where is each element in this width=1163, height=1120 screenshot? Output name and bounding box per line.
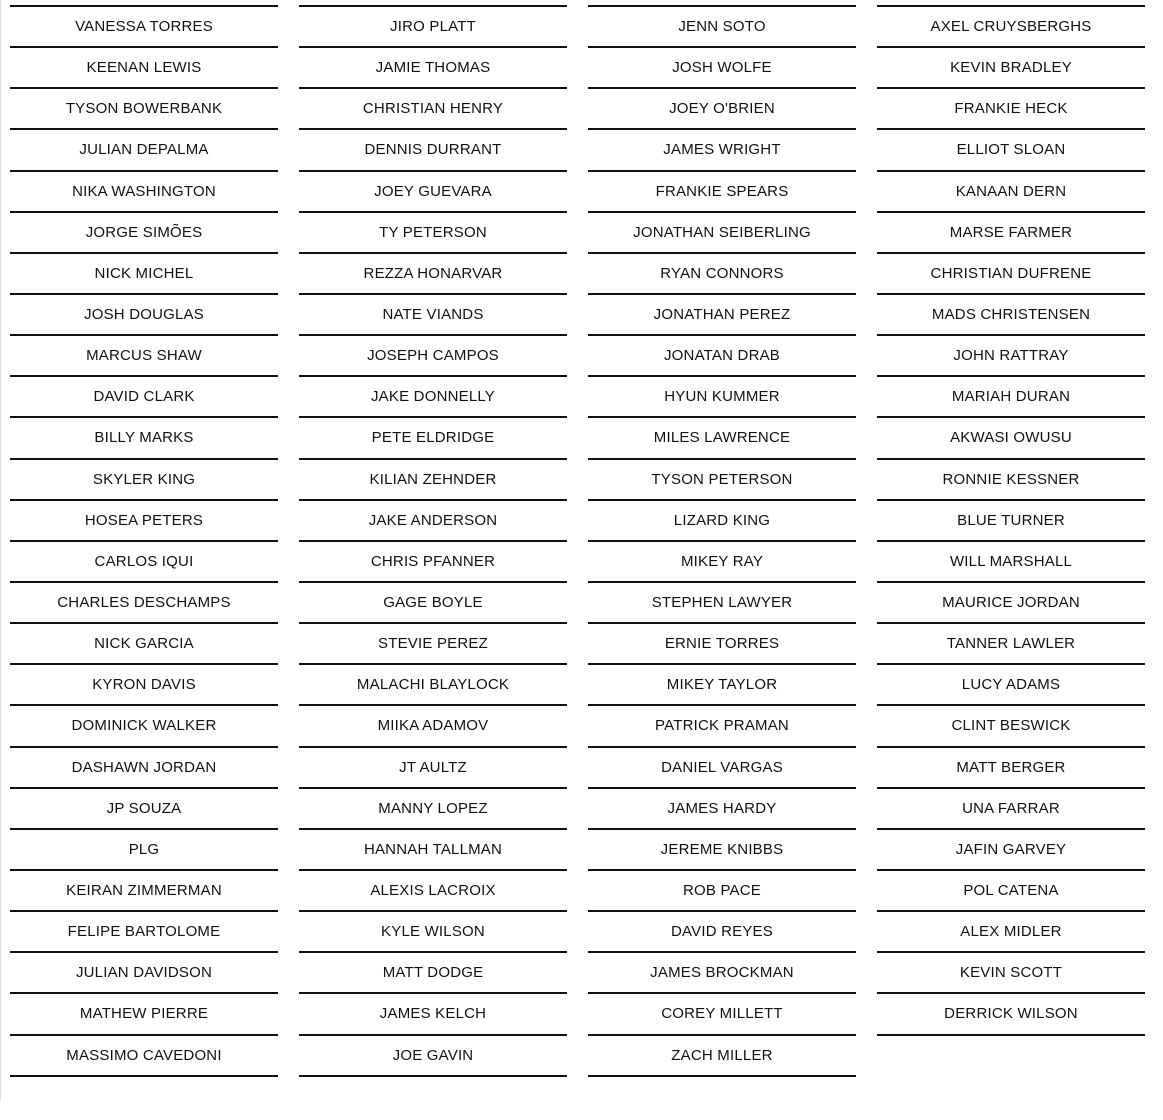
roster-name: MATHEW PIERRE [10, 992, 278, 1033]
roster-name: STEVIE PEREZ [299, 622, 567, 663]
roster-name: KEIRAN ZIMMERMAN [10, 869, 278, 910]
roster-name: CHRISTIAN HENRY [299, 87, 567, 128]
roster-name: TYSON PETERSON [588, 458, 856, 499]
roster-name: POL CATENA [877, 869, 1145, 910]
roster-name: JOHN RATTRAY [877, 334, 1145, 375]
roster-name: KILIAN ZEHNDER [299, 458, 567, 499]
column-bottom-rule [299, 1075, 567, 1077]
roster-name: MALACHI BLAYLOCK [299, 663, 567, 704]
roster-name: ELLIOT SLOAN [877, 128, 1145, 169]
roster-name: MARCUS SHAW [10, 334, 278, 375]
roster-name: CHARLES DESCHAMPS [10, 581, 278, 622]
roster-name: KEENAN LEWIS [10, 46, 278, 87]
roster-name: LIZARD KING [588, 499, 856, 540]
roster-name: NICK GARCIA [10, 622, 278, 663]
roster-name: LUCY ADAMS [877, 663, 1145, 704]
roster-name: STEPHEN LAWYER [588, 581, 856, 622]
roster-name: MIKEY TAYLOR [588, 663, 856, 704]
roster-name: JAMES KELCH [299, 992, 567, 1033]
roster-name: NICK MICHEL [10, 252, 278, 293]
roster-name: HYUN KUMMER [588, 375, 856, 416]
roster-name: JAFIN GARVEY [877, 828, 1145, 869]
roster-name: CHRIS PFANNER [299, 540, 567, 581]
roster-name: AKWASI OWUSU [877, 416, 1145, 457]
roster-name: KANAAN DERN [877, 170, 1145, 211]
roster-name: MASSIMO CAVEDONI [10, 1034, 278, 1075]
roster-name: SKYLER KING [10, 458, 278, 499]
roster-name: JULIAN DEPALMA [10, 128, 278, 169]
roster-name: KYRON DAVIS [10, 663, 278, 704]
roster-name: KYLE WILSON [299, 910, 567, 951]
column-bottom-rule [588, 1075, 856, 1077]
roster-name: MARSE FARMER [877, 211, 1145, 252]
roster-name: UNA FARRAR [877, 787, 1145, 828]
roster-name: JULIAN DAVIDSON [10, 951, 278, 992]
roster-name: NIKA WASHINGTON [10, 170, 278, 211]
roster-name: JAMES BROCKMAN [588, 951, 856, 992]
roster-name: GAGE BOYLE [299, 581, 567, 622]
roster-name: MILES LAWRENCE [588, 416, 856, 457]
roster-name: JOSEPH CAMPOS [299, 334, 567, 375]
roster-name: AXEL CRUYSBERGHS [877, 5, 1145, 46]
roster-name: CHRISTIAN DUFRENE [877, 252, 1145, 293]
roster-name: JT AULTZ [299, 746, 567, 787]
roster-name: JIRO PLATT [299, 5, 567, 46]
roster-name: JONATHAN PEREZ [588, 293, 856, 334]
roster-name: CLINT BESWICK [877, 704, 1145, 745]
roster-name: TANNER LAWLER [877, 622, 1145, 663]
roster-name: FRANKIE HECK [877, 87, 1145, 128]
roster-name: DAVID CLARK [10, 375, 278, 416]
roster-name: BILLY MARKS [10, 416, 278, 457]
roster-name: JAMIE THOMAS [299, 46, 567, 87]
page-left-edge [0, 0, 1, 1100]
roster-name: PATRICK PRAMAN [588, 704, 856, 745]
roster-name: ROB PACE [588, 869, 856, 910]
roster-name: DANIEL VARGAS [588, 746, 856, 787]
roster-name: NATE VIANDS [299, 293, 567, 334]
roster-name: ALEXIS LACROIX [299, 869, 567, 910]
roster-name: DAVID REYES [588, 910, 856, 951]
roster-name: RONNIE KESSNER [877, 458, 1145, 499]
roster-name: RYAN CONNORS [588, 252, 856, 293]
roster-name: ALEX MIDLER [877, 910, 1145, 951]
roster-name: HOSEA PETERS [10, 499, 278, 540]
roster-name: JOSH WOLFE [588, 46, 856, 87]
roster-name: DASHAWN JORDAN [10, 746, 278, 787]
roster-name: ERNIE TORRES [588, 622, 856, 663]
roster-name: MADS CHRISTENSEN [877, 293, 1145, 334]
roster-name: COREY MILLETT [588, 992, 856, 1033]
roster-name: TY PETERSON [299, 211, 567, 252]
roster-name: MATT DODGE [299, 951, 567, 992]
roster-name: JAKE ANDERSON [299, 499, 567, 540]
roster-name: JAKE DONNELLY [299, 375, 567, 416]
roster-name: JONATHAN SEIBERLING [588, 211, 856, 252]
roster-name: HANNAH TALLMAN [299, 828, 567, 869]
roster-name: JOSH DOUGLAS [10, 293, 278, 334]
roster-name: MATT BERGER [877, 746, 1145, 787]
roster-name: MIKEY RAY [588, 540, 856, 581]
roster-name: FELIPE BARTOLOME [10, 910, 278, 951]
roster-column-4 [877, 5, 1145, 1077]
roster-name: KEVIN SCOTT [877, 951, 1145, 992]
roster-name: DENNIS DURRANT [299, 128, 567, 169]
roster-name: REZZA HONARVAR [299, 252, 567, 293]
roster-name: JP SOUZA [10, 787, 278, 828]
roster-name: MAURICE JORDAN [877, 581, 1145, 622]
roster-name: MARIAH DURAN [877, 375, 1145, 416]
column-bottom-rule [10, 1075, 278, 1077]
roster-name: JONATAN DRAB [588, 334, 856, 375]
roster-name: WILL MARSHALL [877, 540, 1145, 581]
roster-name: DERRICK WILSON [877, 992, 1145, 1033]
roster-name: JORGE SIMÕES [10, 211, 278, 252]
roster-name: MIIKA ADAMOV [299, 704, 567, 745]
roster-name: CARLOS IQUI [10, 540, 278, 581]
roster-name: PETE ELDRIDGE [299, 416, 567, 457]
roster-name: JAMES HARDY [588, 787, 856, 828]
roster-name: JENN SOTO [588, 5, 856, 46]
roster-name: JAMES WRIGHT [588, 128, 856, 169]
roster-grid [10, 5, 1145, 1077]
roster-name: VANESSA TORRES [10, 5, 278, 46]
roster-name: TYSON BOWERBANK [10, 87, 278, 128]
roster-name: KEVIN BRADLEY [877, 46, 1145, 87]
roster-name: JOEY GUEVARA [299, 170, 567, 211]
roster-name: DOMINICK WALKER [10, 704, 278, 745]
roster-name: JOEY O'BRIEN [588, 87, 856, 128]
roster-column-3 [588, 5, 856, 1077]
roster-column-2 [299, 5, 567, 1077]
roster-name: ZACH MILLER [588, 1034, 856, 1075]
column-bottom-rule [877, 1034, 1145, 1036]
roster-name: BLUE TURNER [877, 499, 1145, 540]
roster-name: MANNY LOPEZ [299, 787, 567, 828]
roster-name: PLG [10, 828, 278, 869]
roster-name: JEREME KNIBBS [588, 828, 856, 869]
roster-name: JOE GAVIN [299, 1034, 567, 1075]
roster-column-1 [10, 5, 278, 1077]
roster-name: FRANKIE SPEARS [588, 170, 856, 211]
